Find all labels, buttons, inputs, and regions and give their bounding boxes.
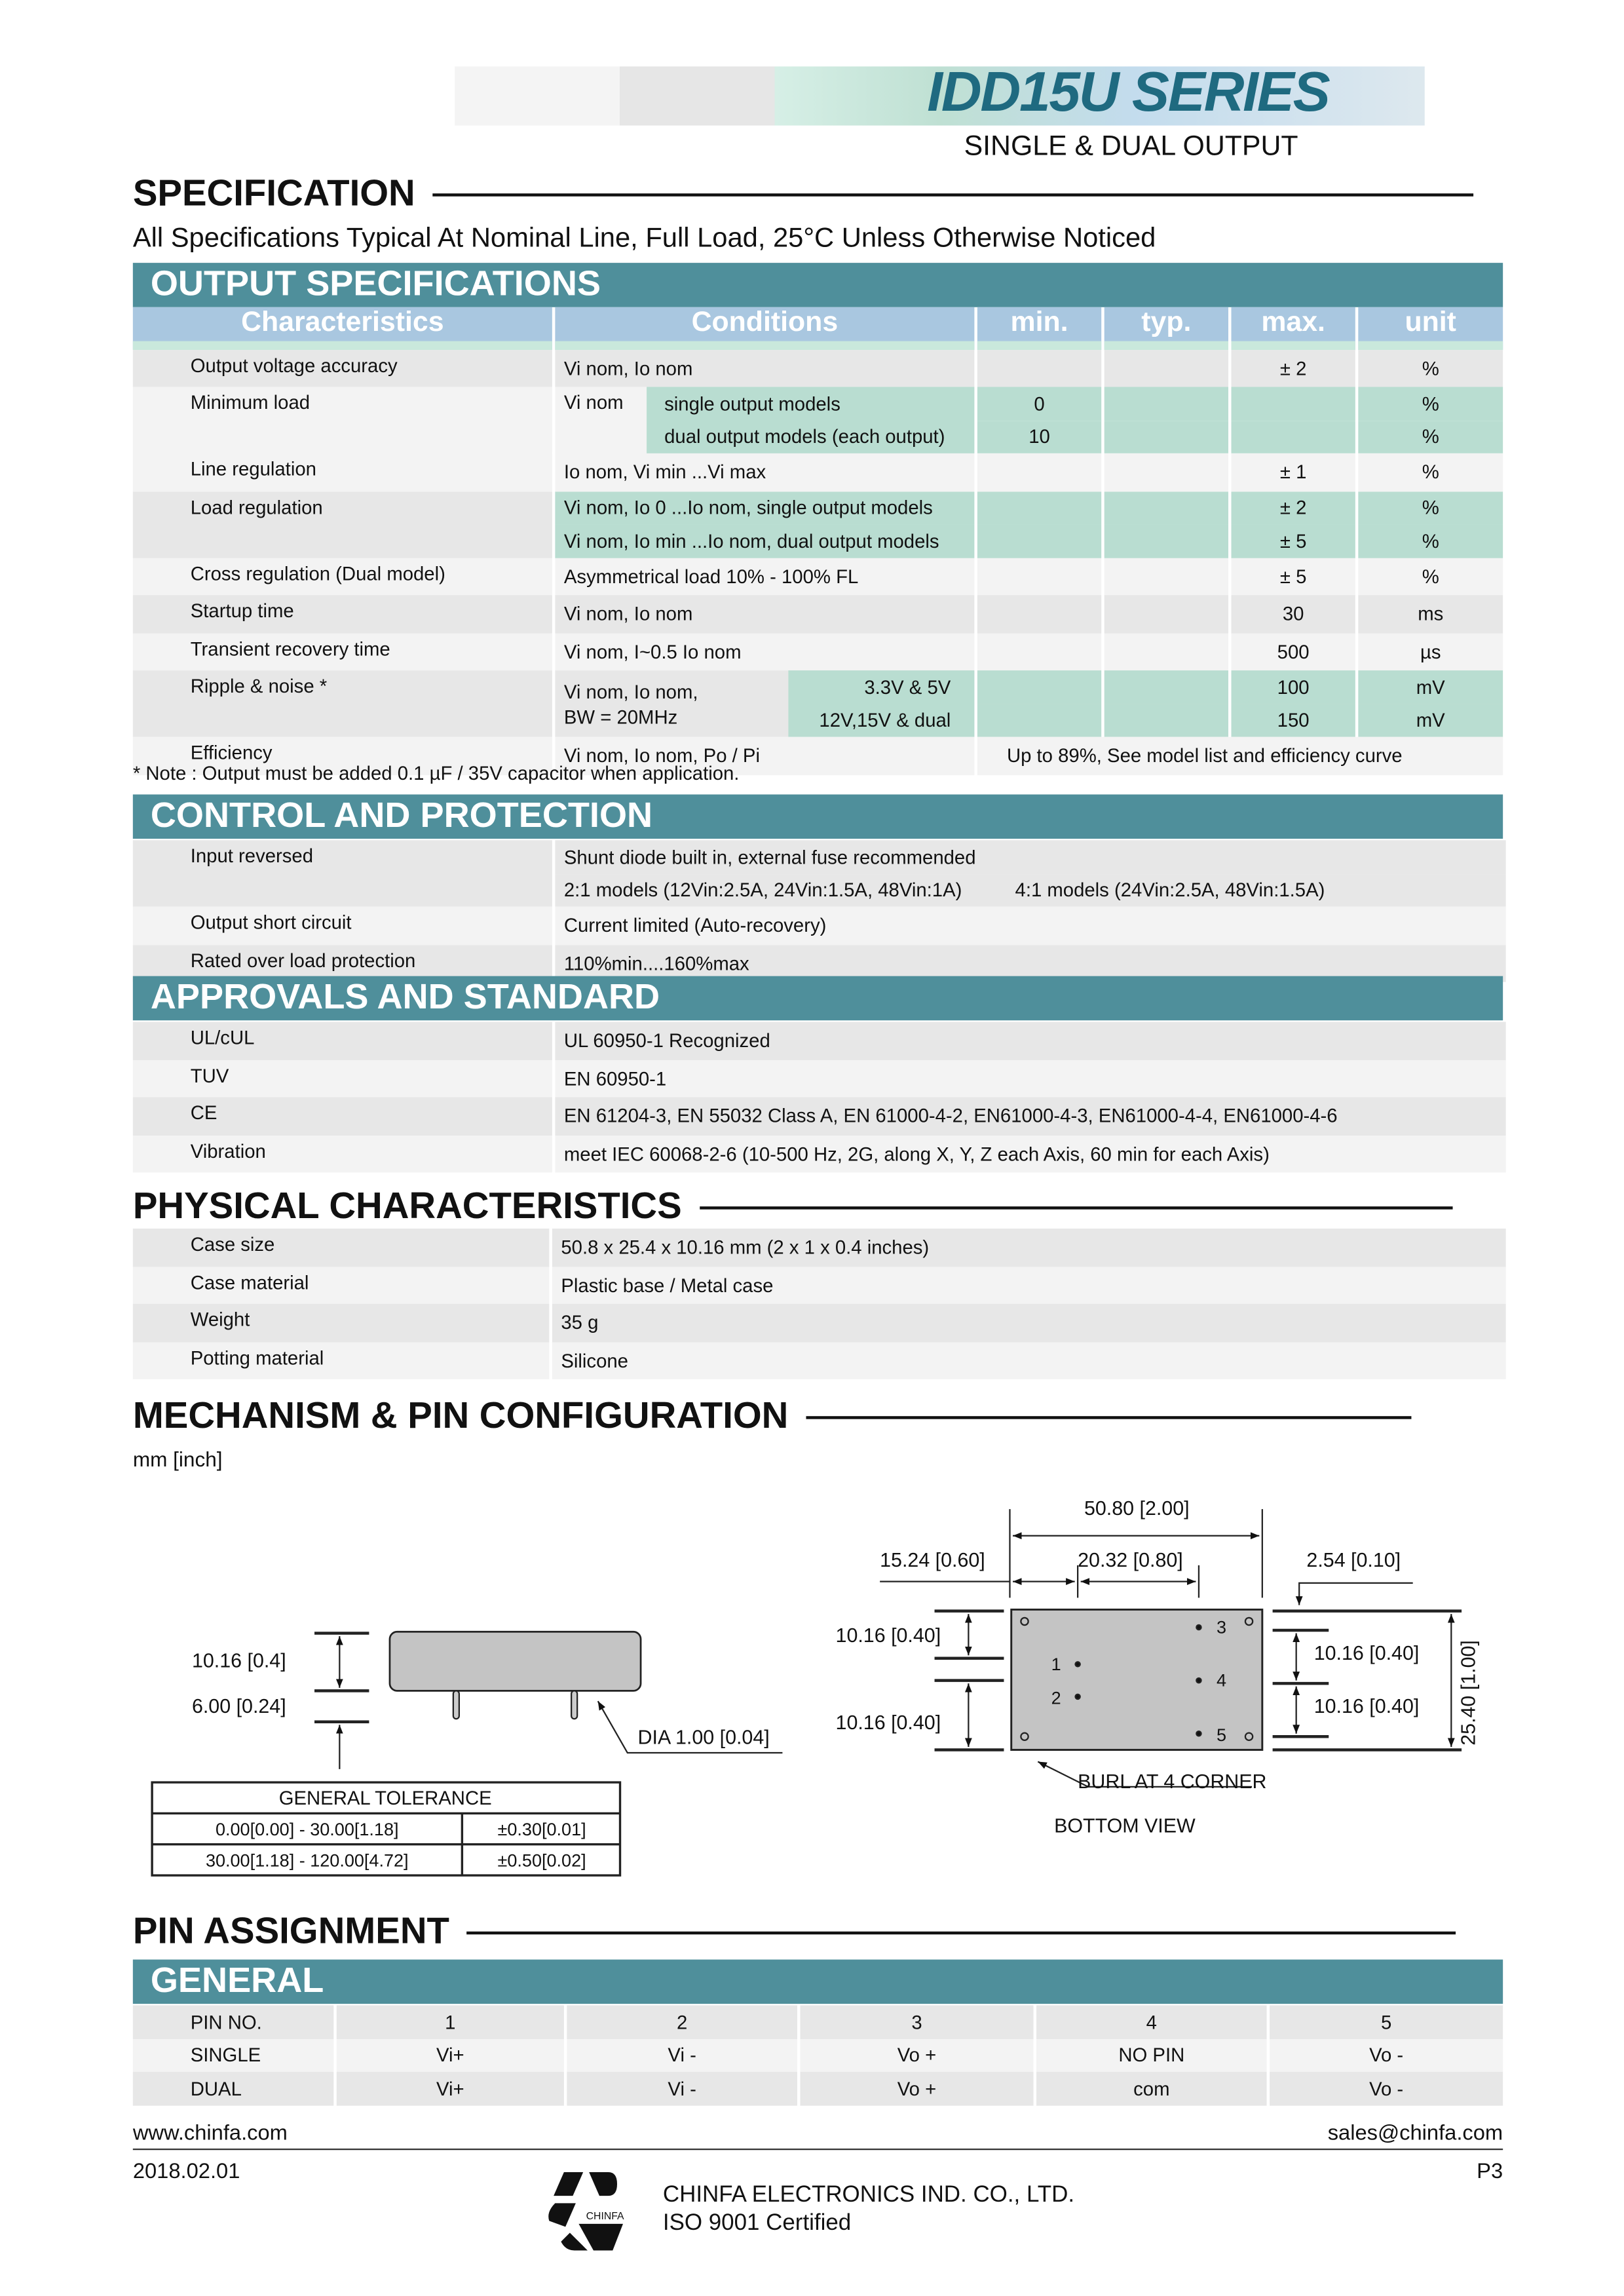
svg-text:3: 3 (1216, 1617, 1227, 1637)
general-band: GENERAL (133, 1960, 1503, 2004)
table-row: UL/cUL UL 60950-1 Recognized (133, 1022, 1506, 1059)
svg-text:1: 1 (1051, 1654, 1061, 1674)
control-protection-band: CONTROL AND PROTECTION (133, 794, 1503, 839)
table-row: Rated over load protection 110%min....160%max (133, 944, 1506, 982)
svg-text:±0.30[0.01]: ±0.30[0.01] (497, 1820, 586, 1840)
table-row: Output short circuit Current limited (Auto-recovery) (133, 907, 1506, 944)
svg-text:±0.50[0.02]: ±0.50[0.02] (497, 1850, 586, 1871)
specification-heading: SPECIFICATION (133, 173, 1474, 216)
col-conditions: Conditions (555, 307, 974, 349)
approvals-band: APPROVALS AND STANDARD (133, 976, 1503, 1021)
table-row: Vibration meet IEC 60068-2-6 (10-500 Hz, 2G, along X, Y, Z each Axis, 60 min for each Axis) (133, 1135, 1506, 1172)
svg-text:10.16 [0.40]: 10.16 [0.40] (835, 1624, 941, 1647)
mechanism-heading: MECHANISM & PIN CONFIGURATION (133, 1396, 1412, 1438)
footer-date: 2018.02.01 (132, 2160, 240, 2185)
col-characteristics: Characteristics (133, 307, 552, 349)
svg-text:50.80 [2.00]: 50.80 [2.00] (1084, 1497, 1190, 1520)
table-row: Ripple & noise * Vi nom, Io nom, BW = 20MHz 3.3V & 5V 12V,15V & dual 100 mV (133, 670, 1503, 704)
pin-assignment-heading: PIN ASSIGNMENT (133, 1911, 1456, 1953)
company-name: CHINFA ELECTRONICS IND. CO., LTD. (662, 2182, 1075, 2208)
table-row: TUV EN 60950-1 (133, 1060, 1506, 1097)
svg-text:0.00[0.00] - 30.00[1.18]: 0.00[0.00] - 30.00[1.18] (215, 1820, 399, 1840)
burl-label: BURL AT 4 CORNER (1078, 1770, 1267, 1793)
svg-text:10.16 [0.40]: 10.16 [0.40] (835, 1711, 941, 1734)
email-link[interactable]: sales@chinfa.com (1327, 2122, 1503, 2146)
table-row: Startup time Vi nom, Io nom 30 ms (133, 595, 1503, 632)
svg-text:10.16 [0.40]: 10.16 [0.40] (1313, 1695, 1420, 1718)
table-row: CE EN 61204-3, EN 55032 Class A, EN 61000-4-2, EN61000-4-3, EN61000-4-4, EN61000-4-6 (133, 1097, 1506, 1134)
svg-text:20.32 [0.80]: 20.32 [0.80] (1078, 1549, 1183, 1572)
table-row: 10 % (133, 420, 1503, 453)
table-row: Case material Plastic base / Metal case (133, 1266, 1506, 1303)
unit-note: mm [inch] (132, 1447, 223, 1471)
table-row: Input reversed Shunt diode built in, external fuse recommended (133, 840, 1506, 873)
svg-text:10.16 [0.40]: 10.16 [0.40] (1313, 1642, 1420, 1665)
page-number: P3 (1477, 2160, 1503, 2185)
iso-certification: ISO 9001 Certified (662, 2210, 852, 2236)
svg-text:25.40 [1.00]: 25.40 [1.00] (1457, 1640, 1480, 1746)
table-row: Potting material Silicone (133, 1341, 1506, 1379)
col-min: min. (977, 307, 1101, 349)
series-subtitle: SINGLE & DUAL OUTPUT (964, 131, 1298, 163)
output-specifications-band: OUTPUT SPECIFICATIONS (133, 263, 1503, 307)
series-title: IDD15U SERIES (927, 62, 1329, 124)
table-row: PIN NO. 1 2 3 4 5 (133, 2005, 1503, 2038)
divider (467, 1931, 1456, 1934)
col-typ: typ. (1105, 307, 1228, 349)
table-row: Transient recovery time Vi nom, I~0.5 Io nom 500 µs (133, 633, 1503, 670)
col-unit: unit (1358, 307, 1503, 349)
table-row: Minimum load Vi nom single output models dual output models (each output) 0 % (133, 387, 1503, 420)
pin-table (130, 2005, 1505, 2105)
footer-divider (133, 2149, 1503, 2150)
chinfa-logo (543, 2168, 632, 2253)
table-row: Output voltage accuracy Vi nom, Io nom ± 2 % (133, 349, 1503, 387)
pin-length-dimension: 6.00 [0.24] (191, 1695, 286, 1718)
svg-text:4: 4 (1216, 1670, 1227, 1691)
table-row: Weight 35 g (133, 1304, 1506, 1341)
svg-text:30.00[1.18] - 120.00[4.72]: 30.00[1.18] - 120.00[4.72] (205, 1850, 409, 1871)
specification-note: All Specifications Typical At Nominal Line, Full Load, 25°C Unless Otherwise Noticed (132, 221, 1156, 253)
table-row: Load regulation Vi nom, Io 0 ...Io nom, single output models ± 2 % (133, 491, 1503, 524)
tolerance-title: GENERAL TOLERANCE (278, 1787, 492, 1809)
table-row: Case size 50.8 x 25.4 x 10.16 mm (2 x 1 x 0.4 inches) (133, 1229, 1506, 1266)
pin-diameter-label: DIA 1.00 [0.04] (637, 1726, 770, 1749)
svg-text:15.24 [0.60]: 15.24 [0.60] (880, 1549, 985, 1572)
output-footnote: * Note : Output must be added 0.1 µF / 35V capacitor when application. (132, 761, 740, 784)
table-row: Line regulation Io nom, Vi min ...Vi max ± 1 % (133, 453, 1503, 491)
svg-text:2: 2 (1051, 1688, 1061, 1708)
bottom-view-label: BOTTOM VIEW (1054, 1814, 1196, 1837)
svg-text:CHINFA: CHINFA (586, 2211, 624, 2223)
table-row: 150 mV (133, 704, 1503, 737)
table-row: 2:1 models (12Vin:2.5A, 24Vin:1.5A, 48Vin:1A) 4:1 models (24Vin:2.5A, 48Vin:1.5A) (133, 873, 1506, 907)
table-row: Vi nom, Io min ...Io nom, dual output models ± 5 % (133, 524, 1503, 558)
table-row: SINGLE Vi+ Vi - Vo + NO PIN Vo - (133, 2038, 1503, 2072)
svg-text:2.54 [0.10]: 2.54 [0.10] (1306, 1549, 1401, 1572)
height-dimension: 10.16 [0.4] (191, 1649, 286, 1672)
svg-text:5: 5 (1216, 1725, 1227, 1745)
table-row: DUAL Vi+ Vi - Vo + com Vo - (133, 2072, 1503, 2105)
website-link[interactable]: www.chinfa.com (132, 2122, 288, 2146)
col-max: max. (1232, 307, 1355, 349)
table-row: Efficiency Vi nom, Io nom, Po / Pi Up to 89%, See model list and efficiency curve (133, 737, 1503, 775)
table-row: Cross regulation (Dual model) Asymmetrical load 10% - 100% FL ± 5 % (133, 558, 1503, 595)
physical-heading: PHYSICAL CHARACTERISTICS (133, 1186, 1452, 1229)
